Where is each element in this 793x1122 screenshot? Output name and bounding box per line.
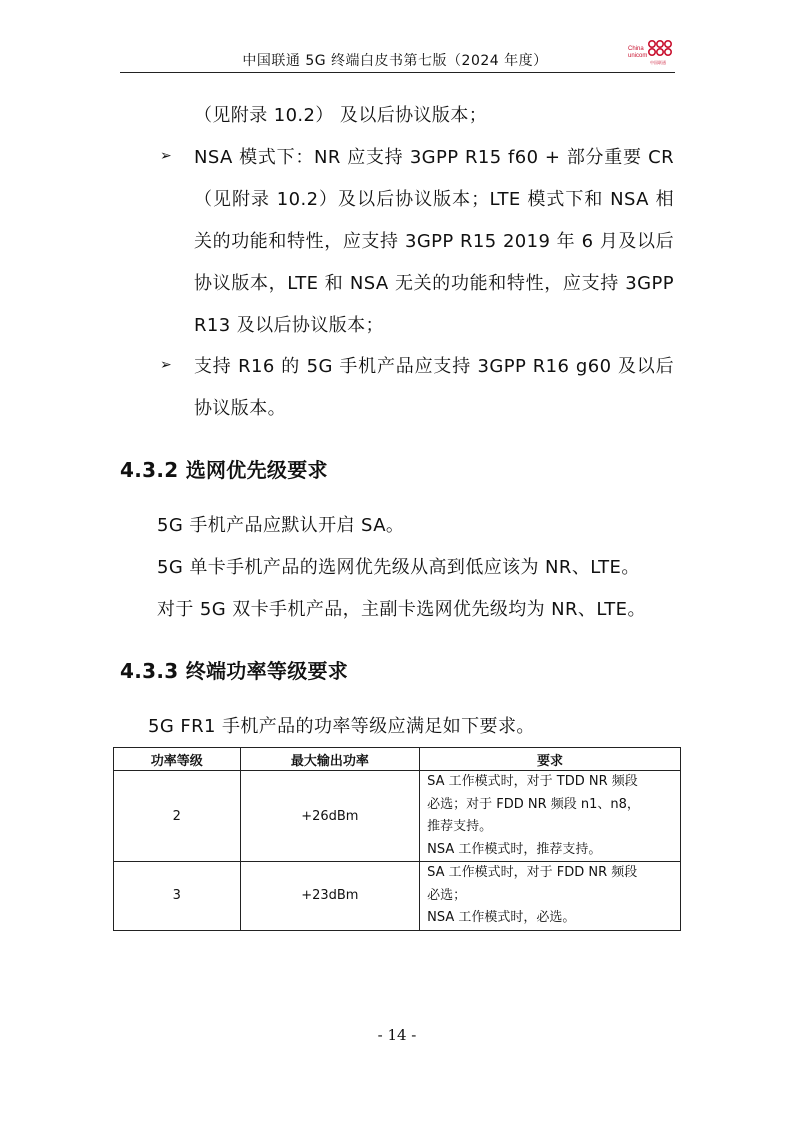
max-power-cell: +23dBm	[240, 862, 420, 931]
table-row	[114, 862, 681, 931]
column-header-power-class: 功率等级	[114, 748, 241, 771]
section-heading-4-3-2: 4.3.2 选网优先级要求	[120, 458, 328, 482]
max-power-cell: +26dBm	[240, 771, 420, 862]
paragraph-dual-sim-priority: 对于 5G 双卡手机产品，主副卡选网优先级均为 NR、LTE。	[157, 599, 646, 620]
requirement-line: SA 工作模式时，对于 TDD NR 频段	[427, 774, 638, 789]
paragraph-default-sa: 5G 手机产品应默认开启 SA。	[157, 515, 405, 536]
unicom-knot-icon	[646, 38, 674, 60]
requirement-line: NSA 工作模式时，推荐支持。	[427, 841, 602, 857]
table-row	[114, 771, 681, 862]
header-divider	[120, 72, 675, 73]
section-heading-4-3-3: 4.3.3 终端功率等级要求	[120, 659, 349, 683]
paragraph-power-class-intro: 5G FR1 手机产品的功率等级应满足如下要求。	[148, 716, 535, 737]
requirement-line: NSA 工作模式时，必选。	[427, 910, 576, 925]
table-header-row	[114, 748, 681, 771]
logo-chinese-text: 中国联通	[650, 60, 666, 65]
requirement-line: 必选；	[427, 887, 467, 903]
requirement-line: 推荐支持。	[427, 819, 493, 834]
page-number: - 14 -	[377, 1026, 417, 1044]
column-header-max-output-power: 最大输出功率	[240, 748, 420, 771]
requirement-line: 必选；对于 FDD NR 频段 n1、n8，	[427, 796, 640, 812]
bullet-arrow-icon: ➢	[160, 357, 172, 373]
column-header-requirement: 要求	[420, 748, 681, 771]
power-class-table	[113, 747, 681, 931]
continued-paragraph: （见附录 10.2） 及以后协议版本；	[194, 105, 488, 126]
requirement-cell	[420, 771, 681, 862]
requirement-cell	[420, 862, 681, 931]
bullet-item-nsa: NSA 模式下：NR 应支持 3GPP R15 f60 + 部分重要 CR（见附录 10.2）及以后协议版本；LTE 模式下和 NSA 相关的功能和特性，应支持 3GPP R15 2019 年 6 月及以后协议版本，LTE 和 NSA 无关的功能和特性，应支持 3GPP R13 及以后协议版本；	[194, 147, 675, 336]
logo-english-text: China unicom	[628, 46, 648, 59]
bullet-arrow-icon: ➢	[160, 148, 172, 164]
requirement-line: SA 工作模式时，对于 FDD NR 频段	[427, 865, 638, 880]
document-header-title: 中国联通 5G 终端白皮书第七版（2024 年度）	[242, 53, 548, 69]
power-class-cell: 3	[114, 862, 241, 931]
paragraph-single-sim-priority: 5G 单卡手机产品的选网优先级从高到低应该为 NR、LTE。	[157, 557, 640, 578]
bullet-item-r16: 支持 R16 的 5G 手机产品应支持 3GPP R16 g60 及以后协议版本。	[194, 356, 674, 419]
power-class-cell: 2	[114, 771, 241, 862]
china-unicom-logo	[628, 38, 674, 68]
